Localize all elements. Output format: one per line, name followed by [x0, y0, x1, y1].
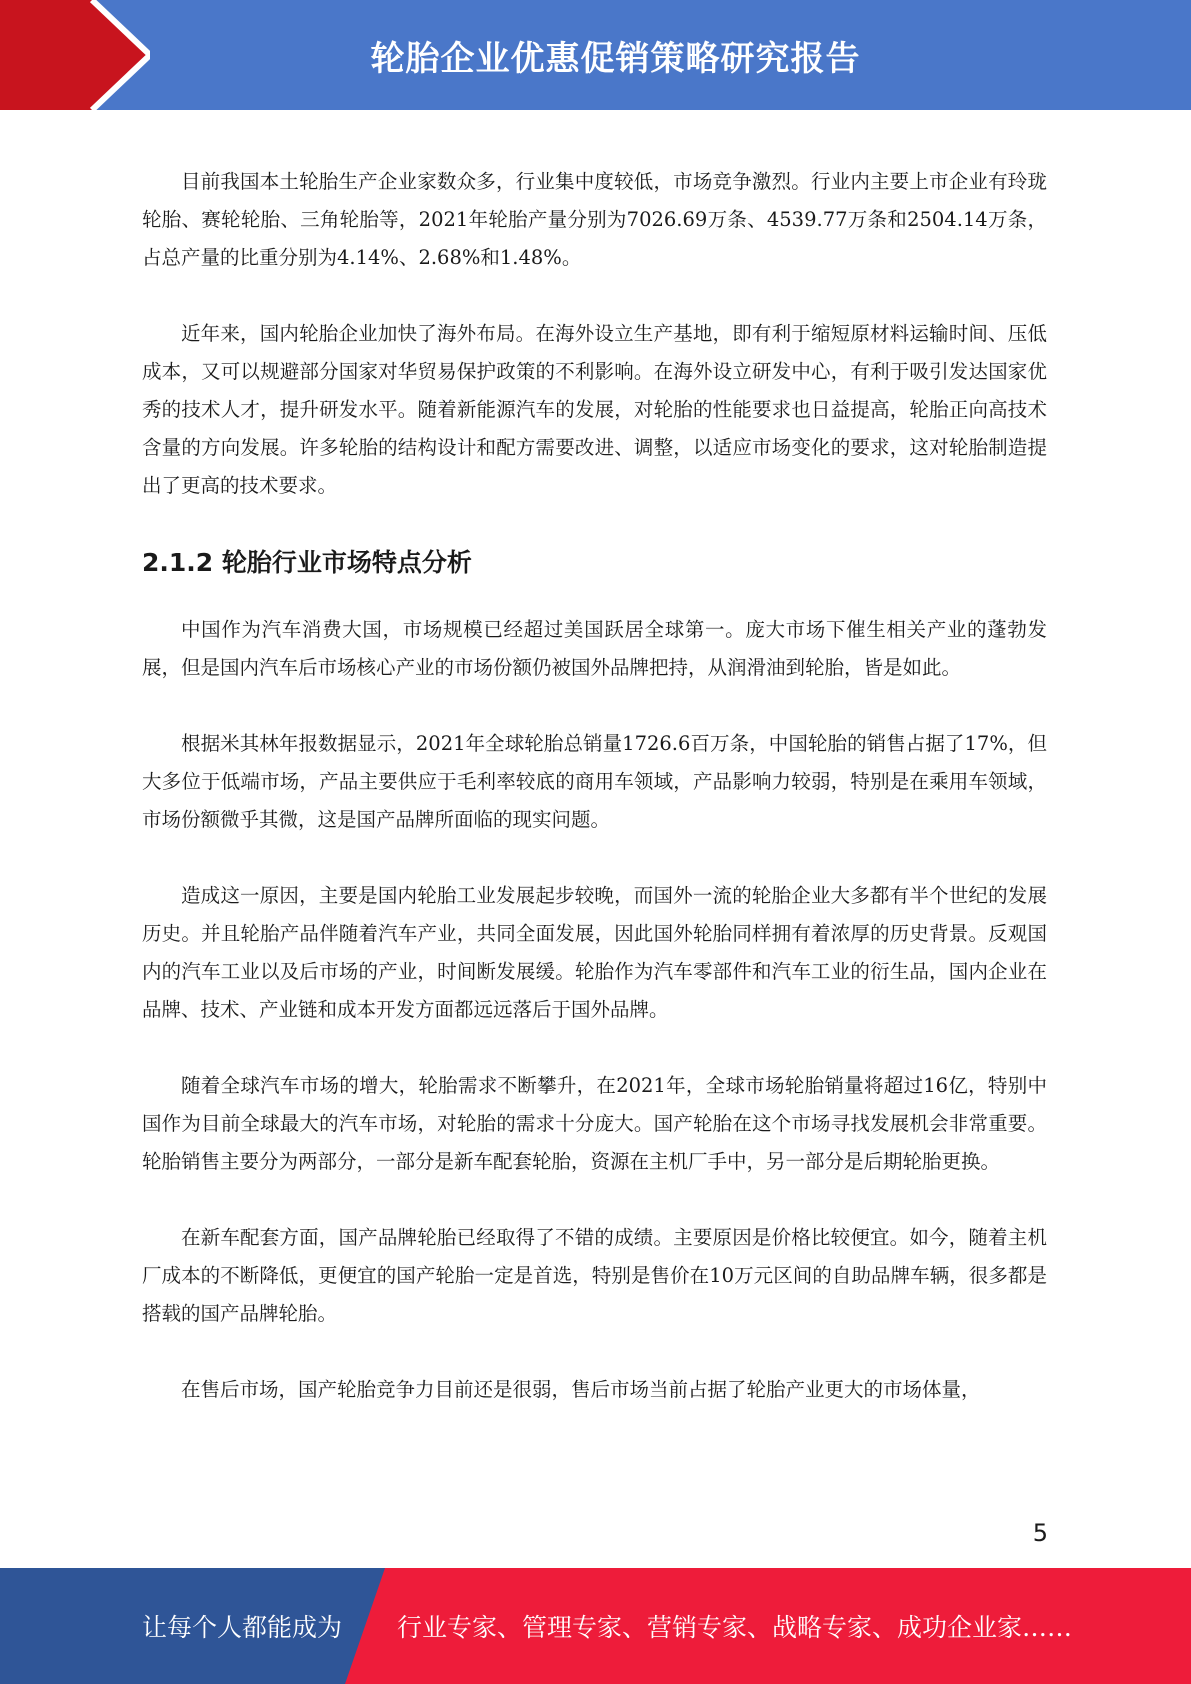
body-paragraph: 随着全球汽车市场的增大，轮胎需求不断攀升，在2021年，全球市场轮胎销量将超过16亿，特别中国作为目前全球最大的汽车市场，对轮胎的需求十分庞大。国产轮胎在这个市场寻找发展机会非常重要。轮胎销售主要分为两部分，一部分是新车配套轮胎，资源在主机厂手中，另一部分是后期轮胎更换。 — [142, 1074, 1047, 1173]
header-red-chevron — [0, 0, 150, 110]
footer-slogan-left: 让每个人都能成为 — [142, 1613, 343, 1642]
body-paragraph: 造成这一原因，主要是国内轮胎工业发展起步较晚，而国外一流的轮胎企业大多都有半个世纪的发展历史。并且轮胎产品伴随着汽车产业，共同全面发展，因此国外轮胎同样拥有着浓厚的历史背景。反观国内的汽车工业以及后市场的产业，时间断发展缓。轮胎作为汽车零部件和汽车工业的衍生品，国内企业在品牌、技术、产业链和成本开发方面都远远落后于国外品牌。 — [142, 884, 1047, 1021]
body-paragraph: 根据米其林年报数据显示，2021年全球轮胎总销量1726.6百万条，中国轮胎的销售占据了17%，但大多位于低端市场，产品主要供应于毛利率较底的商用车领域，产品影响力较弱，特别是在乘用车领域，市场份额微乎其微，这是国产品牌所面临的现实问题。 — [142, 732, 1047, 831]
body-paragraph: 近年来，国内轮胎企业加快了海外布局。在海外设立生产基地，即有利于缩短原材料运输时间、压低成本，又可以规避部分国家对华贸易保护政策的不利影响。在海外设立研发中心，有利于吸引发达国家优秀的技术人才，提升研发水平。随着新能源汽车的发展，对轮胎的性能要求也日益提高，轮胎正向高技术含量的方向发展。许多轮胎的结构设计和配方需要改进、调整，以适应市场变化的要求，这对轮胎制造提出了更高的技术要求。 — [142, 322, 1047, 497]
body-paragraph: 在新车配套方面，国产品牌轮胎已经取得了不错的成绩。主要原因是价格比较便宜。如今，随着主机厂成本的不断降低，更便宜的国产轮胎一定是首选，特别是售价在10万元区间的自助品牌车辆，很多都是搭载的国产品牌轮胎。 — [142, 1226, 1047, 1325]
body-paragraph: 在售后市场，国产轮胎竞争力目前还是很弱，售后市场当前占据了轮胎产业更大的市场体量， — [181, 1378, 981, 1401]
page-header — [0, 0, 1191, 110]
page-number: 5 — [1032, 1519, 1048, 1547]
report-title: 轮胎企业优惠促销策略研究报告 — [370, 38, 861, 79]
body-paragraph: 目前我国本土轮胎生产企业家数众多，行业集中度较低，市场竞争激烈。行业内主要上市企业有玲珑轮胎、赛轮轮胎、三角轮胎等，2021年轮胎产量分别为7026.69万条、4539.77万条和2504.14万条，占总产量的比重分别为4.14%、2.68%和1.48%。 — [142, 170, 1047, 269]
document-body — [142, 163, 1047, 1447]
section-heading: 2.1.2 轮胎行业市场特点分析 — [142, 548, 472, 577]
body-paragraph: 中国作为汽车消费大国，市场规模已经超过美国跃居全球第一。庞大市场下催生相关产业的蓬勃发展，但是国内汽车后市场核心产业的市场份额仍被国外品牌把持，从润滑油到轮胎，皆是如此。 — [142, 618, 1047, 679]
page-footer — [0, 1568, 1191, 1684]
footer-slogan-right: 行业专家、管理专家、营销专家、战略专家、成功企业家…… — [397, 1613, 1073, 1642]
